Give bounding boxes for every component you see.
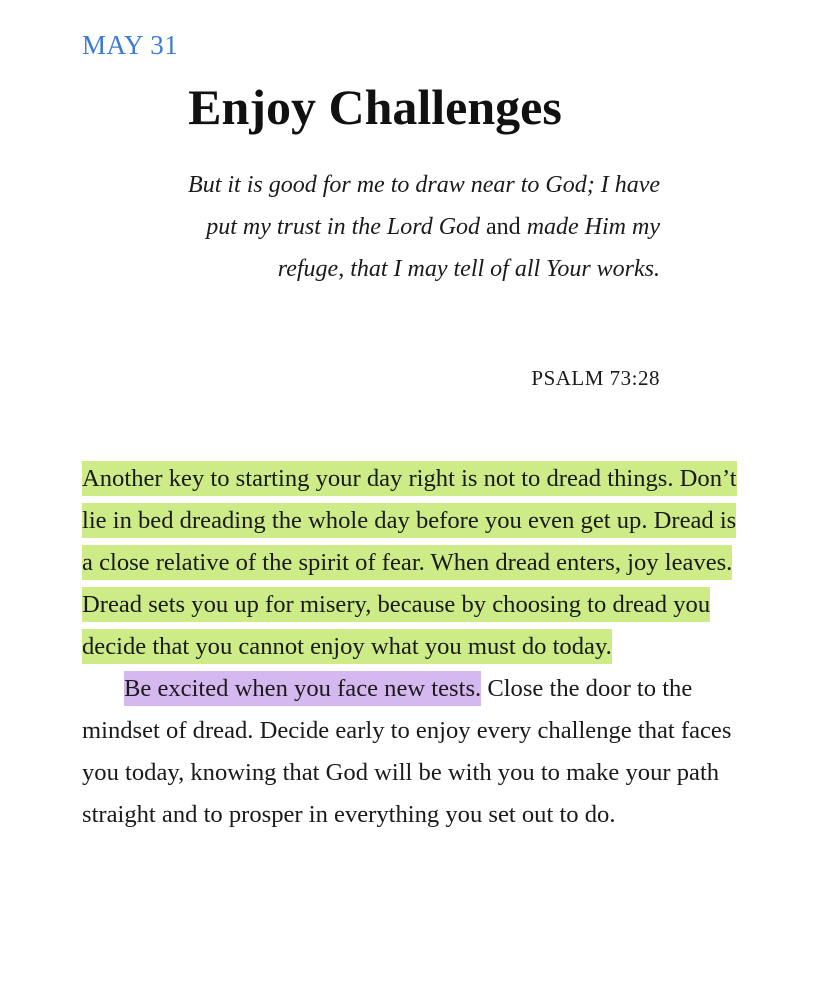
body-text — [82, 458, 752, 836]
highlighted-passage-purple[interactable]: Be excited when you face new tests. — [124, 671, 481, 706]
paragraph-2 — [82, 668, 752, 836]
highlighted-passage-green[interactable]: Another key to starting your day right is not to dread things. Don’t lie in bed dreading the whole day before you even get up. Dread is a close relative of the spirit of fear. When dread enters, joy leaves. Dread sets you up for misery, because by choosing to dread you decide that you cannot enjoy what you must do today. — [82, 461, 737, 664]
verse-conjunction: and — [480, 214, 527, 240]
paragraph-2-text: Close the door to the mindset of dread. Decide early to enjoy every challenge that faces you today, knowing that God will be with you to make your path straight and to prosper in everything you set out to do. — [82, 675, 732, 828]
verse-text-part1: But it is good for me to draw near to God; I have put my trust in the Lord God — [188, 172, 660, 240]
page-date: MAY 31 — [82, 30, 179, 60]
scripture-verse — [160, 164, 660, 290]
verse-reference: PSALM 73:28 — [531, 366, 660, 390]
paragraph-1 — [82, 458, 752, 668]
verse-text-part2: made Him my refuge, that I may tell of all Your works. — [277, 214, 660, 282]
page-title: Enjoy Challenges — [188, 79, 562, 135]
